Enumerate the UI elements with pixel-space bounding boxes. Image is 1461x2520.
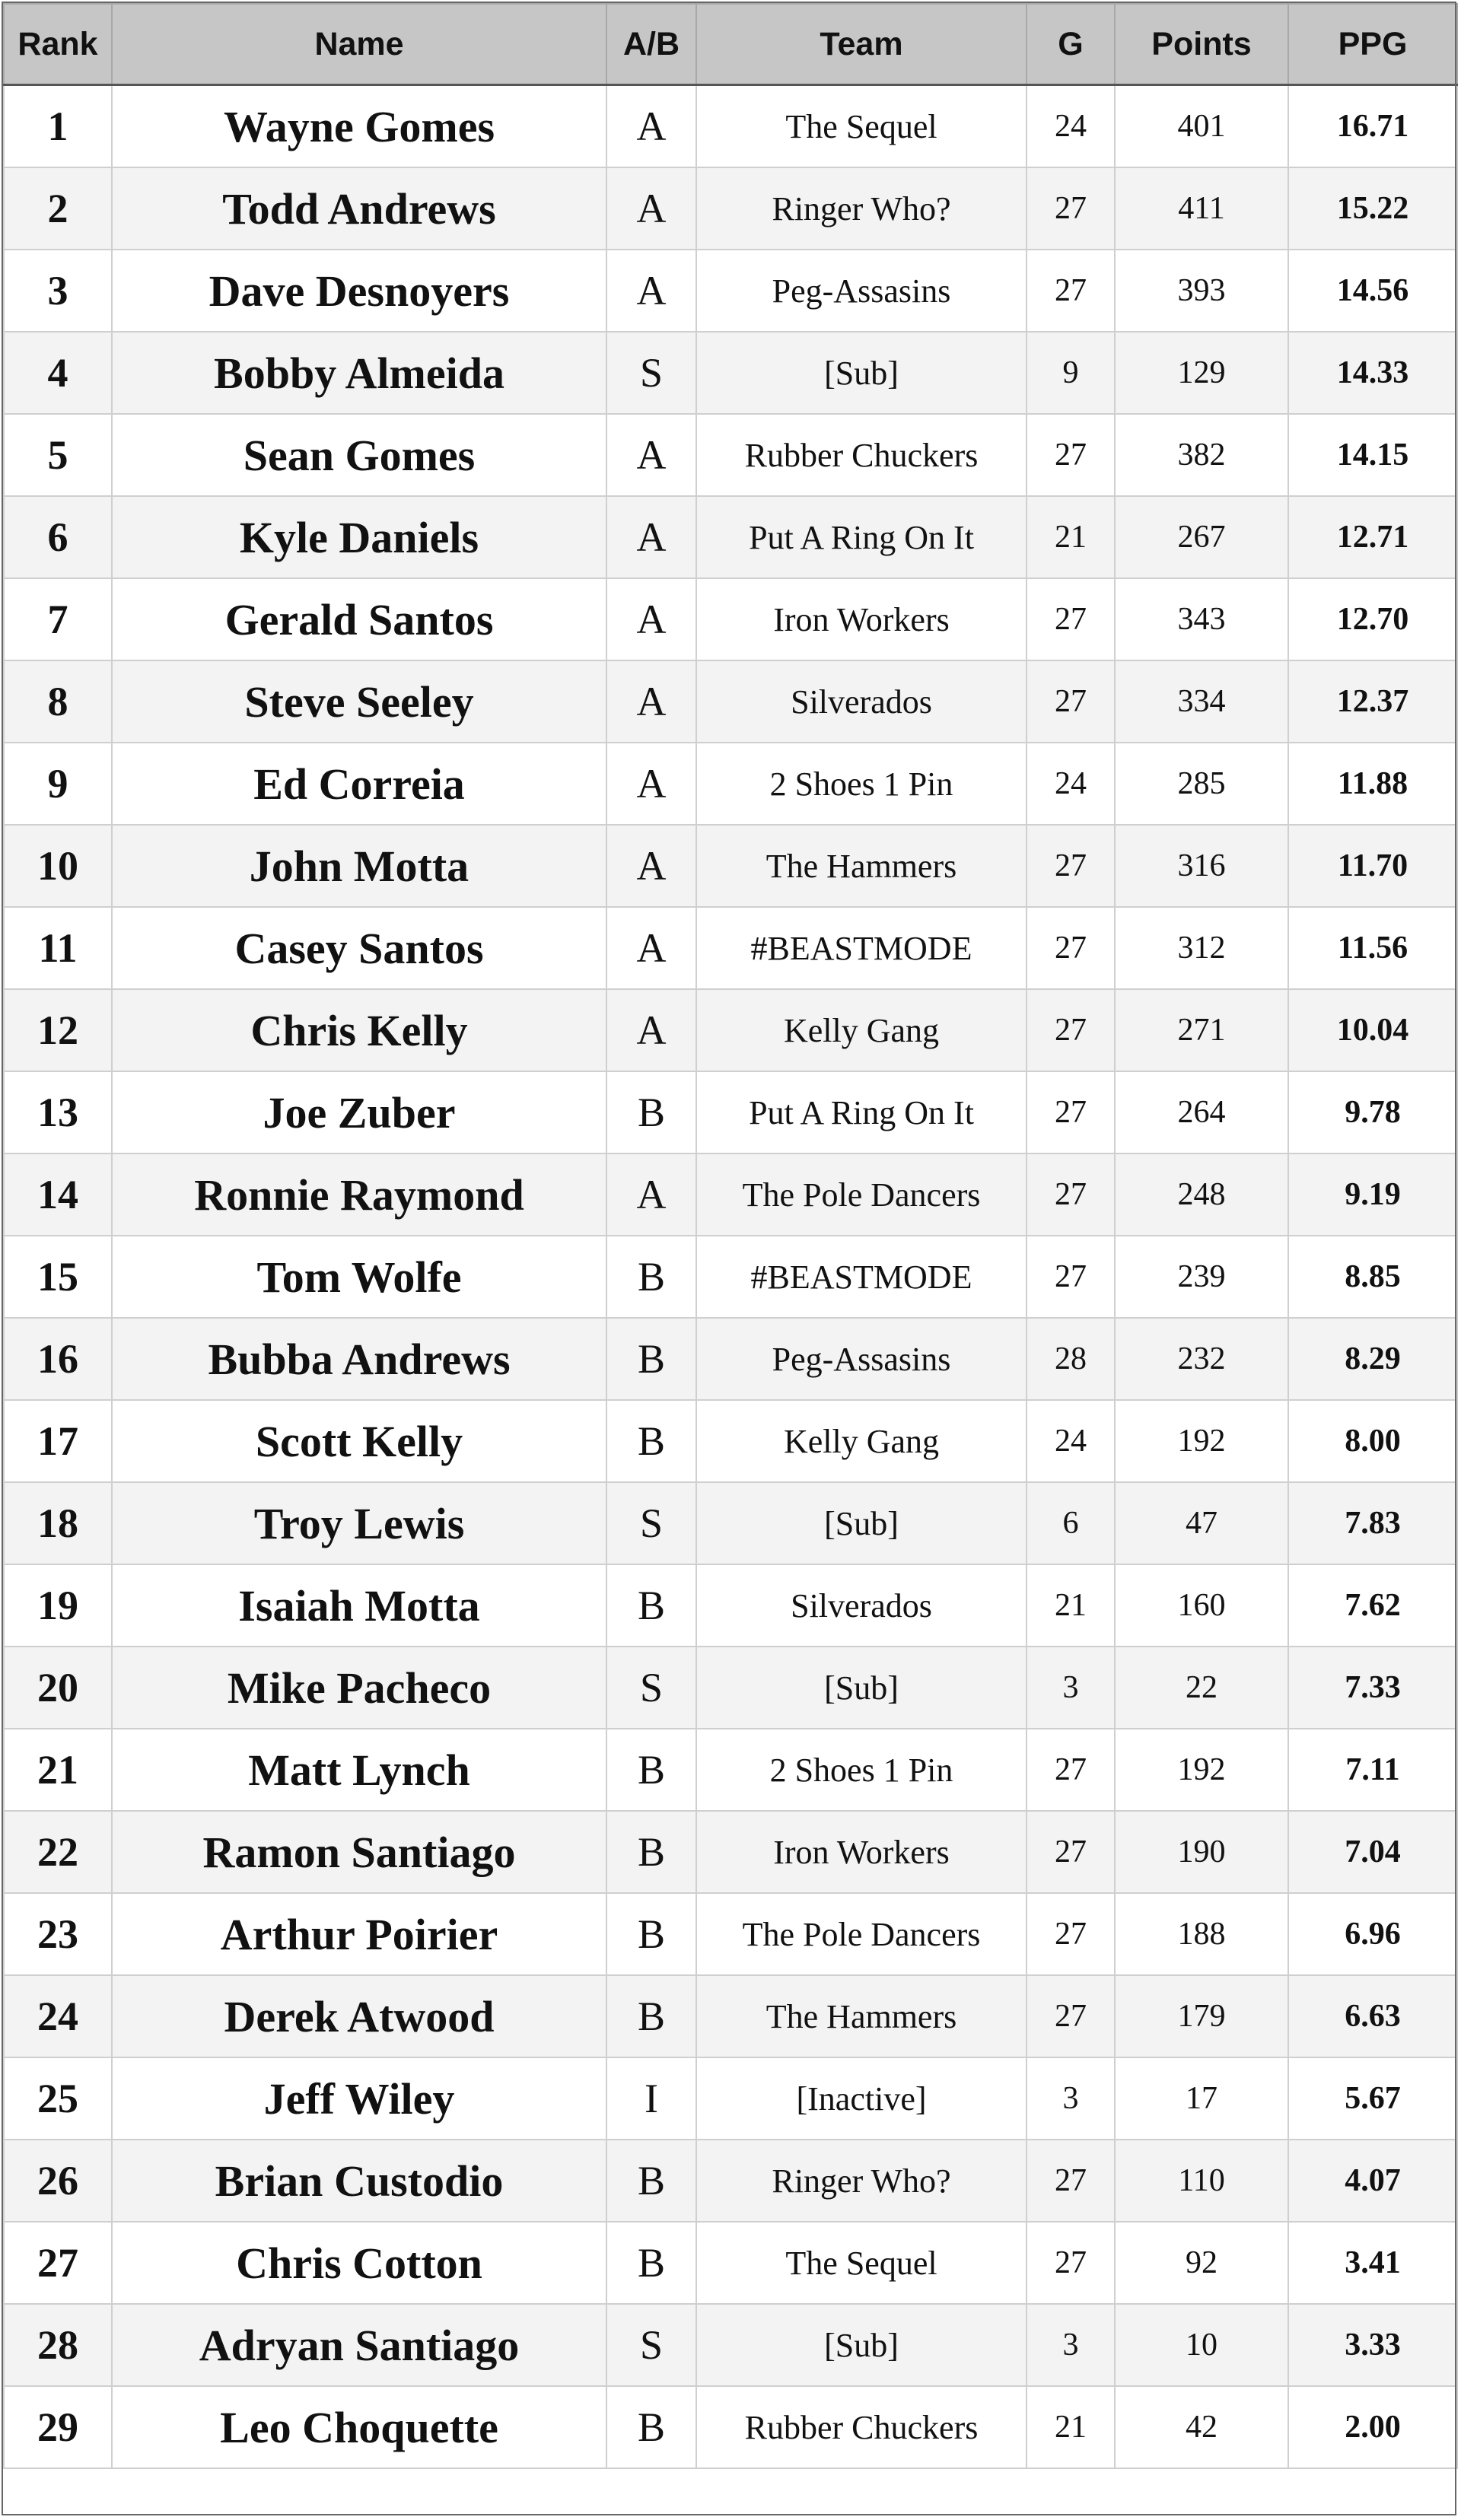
rank-cell: 5: [4, 414, 112, 496]
ppg-cell: 14.15: [1288, 414, 1457, 496]
ppg-cell: 6.63: [1288, 1975, 1457, 2057]
header-points: Points: [1115, 4, 1288, 85]
table-row: [4, 2140, 1457, 2222]
team-cell: Peg-Assasins: [696, 250, 1027, 332]
name-cell: Kyle Daniels: [112, 496, 606, 578]
ppg-cell: 7.62: [1288, 1564, 1457, 1647]
name-cell: Brian Custodio: [112, 2140, 606, 2222]
header-row: [4, 4, 1457, 85]
team-cell: [Sub]: [696, 1482, 1027, 1564]
points-cell: 334: [1115, 660, 1288, 743]
division-cell: I: [606, 2057, 696, 2140]
table-row: [4, 907, 1457, 989]
division-cell: B: [606, 1729, 696, 1811]
points-cell: 92: [1115, 2222, 1288, 2304]
division-cell: A: [606, 660, 696, 743]
team-cell: Silverados: [696, 660, 1027, 743]
table-row: [4, 1482, 1457, 1564]
division-cell: B: [606, 1893, 696, 1975]
points-cell: 316: [1115, 825, 1288, 907]
points-cell: 22: [1115, 1647, 1288, 1729]
header-games: G: [1027, 4, 1115, 85]
name-cell: Ramon Santiago: [112, 1811, 606, 1893]
ppg-cell: 9.19: [1288, 1153, 1457, 1236]
name-cell: Gerald Santos: [112, 578, 606, 660]
division-cell: A: [606, 250, 696, 332]
ppg-cell: 6.96: [1288, 1893, 1457, 1975]
table-row: [4, 1729, 1457, 1811]
table-row: [4, 2057, 1457, 2140]
division-cell: A: [606, 496, 696, 578]
table-row: [4, 496, 1457, 578]
rank-cell: 16: [4, 1318, 112, 1400]
name-cell: Arthur Poirier: [112, 1893, 606, 1975]
header-ppg: PPG: [1288, 4, 1457, 85]
points-cell: 343: [1115, 578, 1288, 660]
games-cell: 27: [1027, 1071, 1115, 1153]
rank-cell: 26: [4, 2140, 112, 2222]
division-cell: B: [606, 2386, 696, 2468]
division-cell: B: [606, 1236, 696, 1318]
rank-cell: 25: [4, 2057, 112, 2140]
team-cell: The Sequel: [696, 2222, 1027, 2304]
table-row: [4, 989, 1457, 1071]
team-cell: Iron Workers: [696, 578, 1027, 660]
points-cell: 401: [1115, 85, 1288, 168]
team-cell: The Hammers: [696, 825, 1027, 907]
team-cell: 2 Shoes 1 Pin: [696, 743, 1027, 825]
division-cell: B: [606, 1564, 696, 1647]
rank-cell: 4: [4, 332, 112, 414]
table-row: [4, 332, 1457, 414]
ppg-cell: 7.11: [1288, 1729, 1457, 1811]
games-cell: 21: [1027, 496, 1115, 578]
team-cell: The Hammers: [696, 1975, 1027, 2057]
rank-cell: 10: [4, 825, 112, 907]
name-cell: Dave Desnoyers: [112, 250, 606, 332]
rank-cell: 14: [4, 1153, 112, 1236]
table-row: [4, 1893, 1457, 1975]
name-cell: Joe Zuber: [112, 1071, 606, 1153]
rank-cell: 29: [4, 2386, 112, 2468]
name-cell: Scott Kelly: [112, 1400, 606, 1482]
ppg-cell: 8.85: [1288, 1236, 1457, 1318]
games-cell: 9: [1027, 332, 1115, 414]
ppg-cell: 15.22: [1288, 167, 1457, 250]
rank-cell: 3: [4, 250, 112, 332]
name-cell: Wayne Gomes: [112, 85, 606, 168]
points-cell: 192: [1115, 1729, 1288, 1811]
points-cell: 271: [1115, 989, 1288, 1071]
table-row: [4, 1564, 1457, 1647]
games-cell: 24: [1027, 85, 1115, 168]
name-cell: Isaiah Motta: [112, 1564, 606, 1647]
games-cell: 27: [1027, 250, 1115, 332]
points-cell: 312: [1115, 907, 1288, 989]
rank-cell: 19: [4, 1564, 112, 1647]
division-cell: A: [606, 414, 696, 496]
ppg-cell: 12.71: [1288, 496, 1457, 578]
games-cell: 3: [1027, 2304, 1115, 2386]
division-cell: S: [606, 332, 696, 414]
rank-cell: 13: [4, 1071, 112, 1153]
ppg-cell: 10.04: [1288, 989, 1457, 1071]
ppg-cell: 3.41: [1288, 2222, 1457, 2304]
games-cell: 21: [1027, 2386, 1115, 2468]
team-cell: [Inactive]: [696, 2057, 1027, 2140]
rank-cell: 28: [4, 2304, 112, 2386]
table-row: [4, 85, 1457, 168]
rank-cell: 6: [4, 496, 112, 578]
games-cell: 21: [1027, 1564, 1115, 1647]
games-cell: 27: [1027, 1893, 1115, 1975]
header-ab: A/B: [606, 4, 696, 85]
points-cell: 160: [1115, 1564, 1288, 1647]
points-cell: 10: [1115, 2304, 1288, 2386]
games-cell: 27: [1027, 1729, 1115, 1811]
ppg-cell: 9.78: [1288, 1071, 1457, 1153]
rank-cell: 21: [4, 1729, 112, 1811]
points-cell: 248: [1115, 1153, 1288, 1236]
team-cell: The Pole Dancers: [696, 1893, 1027, 1975]
ppg-cell: 16.71: [1288, 85, 1457, 168]
team-cell: 2 Shoes 1 Pin: [696, 1729, 1027, 1811]
games-cell: 27: [1027, 825, 1115, 907]
division-cell: A: [606, 167, 696, 250]
points-cell: 188: [1115, 1893, 1288, 1975]
games-cell: 27: [1027, 1975, 1115, 2057]
table-row: [4, 578, 1457, 660]
games-cell: 3: [1027, 1647, 1115, 1729]
ppg-cell: 5.67: [1288, 2057, 1457, 2140]
name-cell: Jeff Wiley: [112, 2057, 606, 2140]
rank-cell: 8: [4, 660, 112, 743]
ppg-cell: 11.70: [1288, 825, 1457, 907]
team-cell: Peg-Assasins: [696, 1318, 1027, 1400]
division-cell: A: [606, 907, 696, 989]
name-cell: Ronnie Raymond: [112, 1153, 606, 1236]
rank-cell: 11: [4, 907, 112, 989]
points-cell: 42: [1115, 2386, 1288, 2468]
name-cell: Bobby Almeida: [112, 332, 606, 414]
points-cell: 110: [1115, 2140, 1288, 2222]
name-cell: Adryan Santiago: [112, 2304, 606, 2386]
rank-cell: 17: [4, 1400, 112, 1482]
name-cell: Tom Wolfe: [112, 1236, 606, 1318]
table-row: [4, 414, 1457, 496]
rank-cell: 1: [4, 85, 112, 168]
table-row: [4, 1647, 1457, 1729]
points-cell: 47: [1115, 1482, 1288, 1564]
team-cell: #BEASTMODE: [696, 1236, 1027, 1318]
table-row: [4, 1318, 1457, 1400]
rank-cell: 20: [4, 1647, 112, 1729]
ppg-cell: 12.70: [1288, 578, 1457, 660]
points-cell: 232: [1115, 1318, 1288, 1400]
name-cell: Casey Santos: [112, 907, 606, 989]
name-cell: Todd Andrews: [112, 167, 606, 250]
points-cell: 129: [1115, 332, 1288, 414]
ppg-cell: 2.00: [1288, 2386, 1457, 2468]
games-cell: 27: [1027, 167, 1115, 250]
team-cell: The Sequel: [696, 85, 1027, 168]
games-cell: 27: [1027, 2140, 1115, 2222]
division-cell: A: [606, 1153, 696, 1236]
team-cell: Put A Ring On It: [696, 1071, 1027, 1153]
ppg-cell: 11.88: [1288, 743, 1457, 825]
name-cell: Chris Kelly: [112, 989, 606, 1071]
division-cell: S: [606, 1482, 696, 1564]
team-cell: The Pole Dancers: [696, 1153, 1027, 1236]
team-cell: [Sub]: [696, 2304, 1027, 2386]
name-cell: John Motta: [112, 825, 606, 907]
header-rank: Rank: [4, 4, 112, 85]
games-cell: 24: [1027, 1400, 1115, 1482]
rank-cell: 9: [4, 743, 112, 825]
table-row: [4, 825, 1457, 907]
games-cell: 27: [1027, 1236, 1115, 1318]
points-cell: 17: [1115, 2057, 1288, 2140]
division-cell: B: [606, 1071, 696, 1153]
games-cell: 27: [1027, 578, 1115, 660]
points-cell: 267: [1115, 496, 1288, 578]
table-row: [4, 1236, 1457, 1318]
table-row: [4, 1975, 1457, 2057]
name-cell: Bubba Andrews: [112, 1318, 606, 1400]
points-cell: 192: [1115, 1400, 1288, 1482]
division-cell: S: [606, 1647, 696, 1729]
points-cell: 411: [1115, 167, 1288, 250]
header-name: Name: [112, 4, 606, 85]
team-cell: Silverados: [696, 1564, 1027, 1647]
division-cell: A: [606, 989, 696, 1071]
points-cell: 239: [1115, 1236, 1288, 1318]
division-cell: A: [606, 85, 696, 168]
games-cell: 28: [1027, 1318, 1115, 1400]
name-cell: Steve Seeley: [112, 660, 606, 743]
table-row: [4, 250, 1457, 332]
ppg-cell: 8.29: [1288, 1318, 1457, 1400]
rank-cell: 12: [4, 989, 112, 1071]
name-cell: Troy Lewis: [112, 1482, 606, 1564]
table-row: [4, 167, 1457, 250]
games-cell: 27: [1027, 907, 1115, 989]
table-row: [4, 2304, 1457, 2386]
table-row: [4, 743, 1457, 825]
rank-cell: 15: [4, 1236, 112, 1318]
team-cell: Kelly Gang: [696, 1400, 1027, 1482]
name-cell: Derek Atwood: [112, 1975, 606, 2057]
ppg-cell: 12.37: [1288, 660, 1457, 743]
table-body: [4, 85, 1457, 2469]
games-cell: 27: [1027, 414, 1115, 496]
rank-cell: 22: [4, 1811, 112, 1893]
name-cell: Matt Lynch: [112, 1729, 606, 1811]
table-row: [4, 2222, 1457, 2304]
team-cell: Ringer Who?: [696, 2140, 1027, 2222]
ppg-cell: 14.56: [1288, 250, 1457, 332]
division-cell: A: [606, 578, 696, 660]
division-cell: B: [606, 1975, 696, 2057]
rank-cell: 2: [4, 167, 112, 250]
team-cell: Rubber Chuckers: [696, 414, 1027, 496]
rank-cell: 27: [4, 2222, 112, 2304]
games-cell: 27: [1027, 1811, 1115, 1893]
team-cell: Put A Ring On It: [696, 496, 1027, 578]
games-cell: 27: [1027, 660, 1115, 743]
division-cell: B: [606, 2222, 696, 2304]
points-cell: 264: [1115, 1071, 1288, 1153]
name-cell: Mike Pacheco: [112, 1647, 606, 1729]
games-cell: 3: [1027, 2057, 1115, 2140]
division-cell: A: [606, 743, 696, 825]
ppg-cell: 7.04: [1288, 1811, 1457, 1893]
points-cell: 393: [1115, 250, 1288, 332]
team-cell: Ringer Who?: [696, 167, 1027, 250]
ppg-cell: 7.33: [1288, 1647, 1457, 1729]
division-cell: S: [606, 2304, 696, 2386]
table-row: [4, 1400, 1457, 1482]
division-cell: B: [606, 2140, 696, 2222]
rank-cell: 23: [4, 1893, 112, 1975]
division-cell: B: [606, 1811, 696, 1893]
table-row: [4, 1153, 1457, 1236]
points-cell: 179: [1115, 1975, 1288, 2057]
points-cell: 190: [1115, 1811, 1288, 1893]
team-cell: [Sub]: [696, 1647, 1027, 1729]
rank-cell: 24: [4, 1975, 112, 2057]
name-cell: Sean Gomes: [112, 414, 606, 496]
team-cell: [Sub]: [696, 332, 1027, 414]
standings-table: [3, 3, 1458, 2469]
division-cell: B: [606, 1400, 696, 1482]
games-cell: 6: [1027, 1482, 1115, 1564]
header-team: Team: [696, 4, 1027, 85]
games-cell: 27: [1027, 989, 1115, 1071]
rank-cell: 7: [4, 578, 112, 660]
team-cell: Iron Workers: [696, 1811, 1027, 1893]
team-cell: #BEASTMODE: [696, 907, 1027, 989]
games-cell: 24: [1027, 743, 1115, 825]
ppg-cell: 4.07: [1288, 2140, 1457, 2222]
games-cell: 27: [1027, 1153, 1115, 1236]
team-cell: Kelly Gang: [696, 989, 1027, 1071]
points-cell: 382: [1115, 414, 1288, 496]
name-cell: Leo Choquette: [112, 2386, 606, 2468]
table-row: [4, 660, 1457, 743]
ppg-cell: 7.83: [1288, 1482, 1457, 1564]
name-cell: Chris Cotton: [112, 2222, 606, 2304]
ppg-cell: 11.56: [1288, 907, 1457, 989]
division-cell: B: [606, 1318, 696, 1400]
ppg-cell: 8.00: [1288, 1400, 1457, 1482]
table-header: [4, 4, 1457, 85]
rank-cell: 18: [4, 1482, 112, 1564]
table-row: [4, 2386, 1457, 2468]
games-cell: 27: [1027, 2222, 1115, 2304]
name-cell: Ed Correia: [112, 743, 606, 825]
team-cell: Rubber Chuckers: [696, 2386, 1027, 2468]
table-row: [4, 1071, 1457, 1153]
division-cell: A: [606, 825, 696, 907]
ppg-cell: 3.33: [1288, 2304, 1457, 2386]
ppg-cell: 14.33: [1288, 332, 1457, 414]
points-cell: 285: [1115, 743, 1288, 825]
table-row: [4, 1811, 1457, 1893]
